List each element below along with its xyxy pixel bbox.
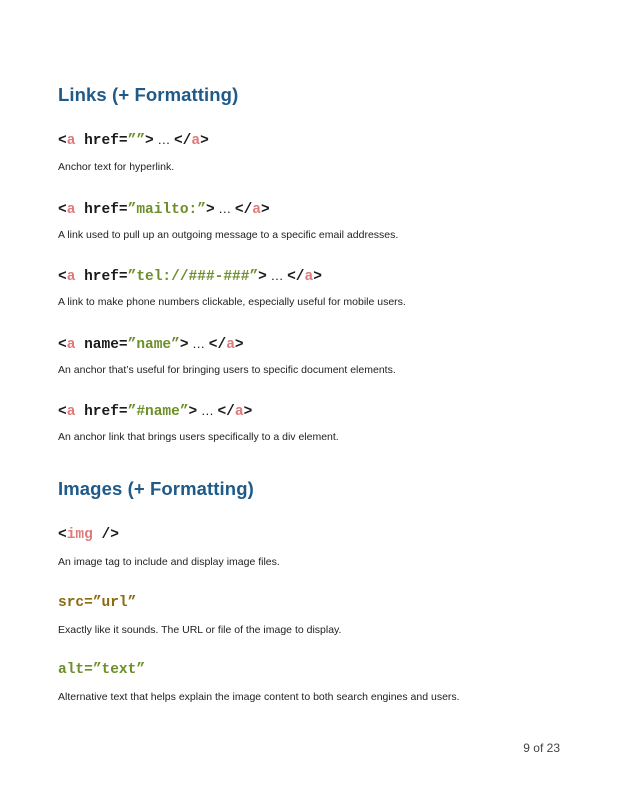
page-number: 9 of 23: [523, 741, 560, 755]
tag-description: An image tag to include and display image files.: [58, 556, 280, 568]
code-tag-img: <img />: [58, 527, 119, 543]
code-tag-a-href: <a href=””> … </a>: [58, 132, 209, 149]
code-attr-src: src=”url”: [58, 595, 137, 611]
code-tag-a-mailto: <a href=”mailto:”> … </a>: [58, 201, 270, 218]
tag-description: An anchor that’s useful for bringing users to specific document elements.: [58, 364, 396, 376]
code-tag-a-tel: <a href=”tel://###-###”> … </a>: [58, 268, 322, 285]
tag-description: An anchor link that brings users specifically to a div element.: [58, 431, 339, 443]
code-tag-a-href-anchor: <a href=”#name”> … </a>: [58, 403, 253, 420]
section-heading-images: Images (+ Formatting): [58, 478, 254, 499]
tag-description: A link used to pull up an outgoing message to a specific email addresses.: [58, 229, 399, 241]
section-heading-links: Links (+ Formatting): [58, 84, 239, 105]
tag-description: Anchor text for hyperlink.: [58, 161, 175, 173]
tag-description: A link to make phone numbers clickable, especially useful for mobile users.: [58, 296, 406, 308]
code-tag-a-name: <a name=”name”> … </a>: [58, 336, 244, 353]
tag-description: Exactly like it sounds. The URL or file of the image to display.: [58, 624, 342, 636]
tag-description: Alternative text that helps explain the image content to both search engines and users.: [58, 691, 460, 703]
code-attr-alt: alt=”text”: [58, 662, 146, 678]
